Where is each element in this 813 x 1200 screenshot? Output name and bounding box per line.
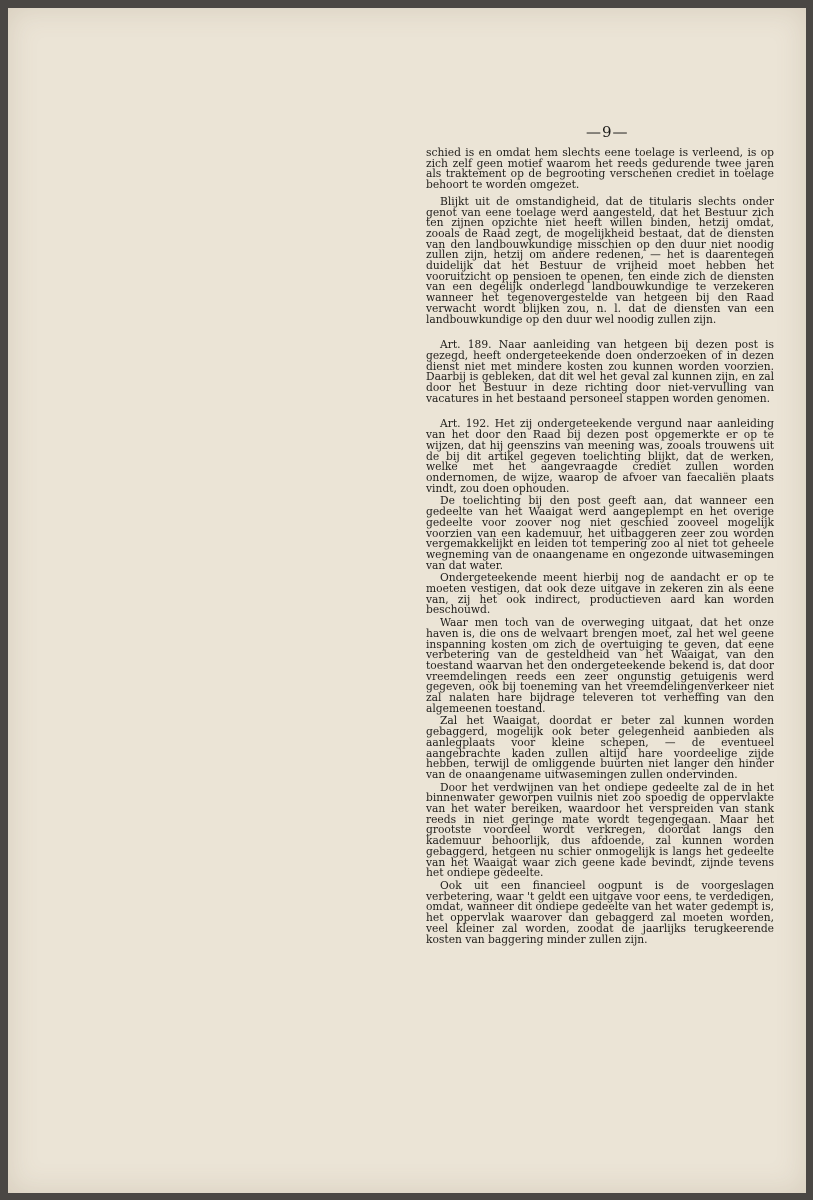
paragraph-haven: Waar men toch van de overweging uitgaat, dat het onze haven is, die ons de welvaart brengen moet, zal het wel geene inspanning kosten om zich de overtuiging te geven, dat eene verbetering van de gesteldheid van het Waaigat, van den toestand waarvan het den ondergeteekende bekend is, dat door vreemdelingen reeds een zeer ongunstig getuigenis werd gegeven, ook bij toeneming van het vreemdelingenverkeer niet zal nalaten hare bijdrage televeren tot verheffing van den algemeenen toestand.: [426, 616, 774, 715]
paragraph-art-189: Art. 189. Naar aanleiding van hetgeen bij dezen post is gezegd, heeft ondergeteekende doen onderzoeken of in dezen dienst niet met mindere kosten zou kunnen worden voorzien. Daarbij is gebleken, dat dit wel het geval zal kunnen zijn, en zal door het Bestuur in deze richting door niet-vervulling van vacatures in het bestaand personeel stappen worden genomen.: [426, 338, 774, 405]
text-column: [426, 148, 774, 945]
paragraph-toelichting: De toelichting bij den post geeft aan, dat wanneer een gedeelte van het Waaigat werd aangeplempt en het overige gedeelte voor zoover nog niet geschied zooveel mogelijk voorzien van een kademuur, het uitbaggeren zeer zou worden vergemakkelijkt en leiden tot tempering zoo al niet tot geheele wegneming van de onaangename en ongezonde uitwasemingen van dat water.: [426, 494, 774, 572]
paragraph-art-192: Art. 192. Het zij ondergeteekende vergund naar aanleiding van het door den Raad bij dezen post opgemerkte er op te wijzen, dat hij geenszins van meening was, zooals trouwens uit de bij dit artikel gegeven toelichting blijkt, dat de werken, welke met het aangevraagde crediet zullen worden ondernomen, de wijze, waarop de afvoer van faecaliën plaats vindt, zou doen ophouden.: [426, 417, 774, 495]
paragraph-financieel: Ook uit een financieel oogpunt is de voorgeslagen verbetering, waar 't geldt een uitgave voor eens, te verdedigen, omdat, wanneer dit ondiepe gedeelte van het water gedempt is, het oppervlak waarover dan gebaggerd zal moeten worden, veel kleiner zal worden, zoodat de jaarlijks terugkeerende kosten van baggering minder zullen zijn.: [426, 879, 774, 946]
paragraph-continuation: schied is en omdat hem slechts eene toelage is verleend, is op zich zelf geen motief waarom het reeds gedurende twee jaren als traktement op de begrooting verschenen crediet in toelage behoort te worden omgezet.: [426, 146, 774, 192]
paragraph-baggeren: Zal het Waaigat, doordat er beter zal kunnen worden gebaggerd, mogelijk ook beter gelegenheid aanbieden als aanlegplaats voor kleine schepen, — de eventueel aangebrachte kaden zullen altijd hare voordeelige zijde hebben, terwijl de omliggende buurten niet langer den hinder van de onaangename uitwasemingen zullen ondervinden.: [426, 714, 774, 781]
page-number: —9—: [586, 123, 629, 141]
paragraph-ondiepe: Door het verdwijnen van het ondiepe gedeelte zal de in het binnenwater geworpen vuilnis niet zoo spoedig de oppervlakte van het water bereiken, waardoor het verspreiden van stank reeds in niet geringe mate wordt tegengegaan. Maar het grootste voordeel wordt verkregen, doordat langs den kademuur behoorlijk, dus afdoende, zal kunnen worden gebaggerd, hetgeen nu schier onmogelijk is langs het gedeelte van het Waaigat waar zich geene kade bevindt, zijnde tevens het ondiepe gedeelte.: [426, 780, 774, 880]
paragraph-bestuur: Blijkt uit de omstandigheid, dat de titularis slechts onder genot van eene toelage werd aangesteld, dat het Bestuur zich ten zijnen opzichte niet heeft willen binden, hetzij omdat, zooals de Raad zegt, de mogelijkheid bestaat, dat de diensten van den landbouwkundige misschien op den duur niet noodig zullen zijn, hetzij om andere redenen, — het is daarentegen duidelijk dat het Bestuur de vrijheid moet hebben het vooruitzicht op pensioen te openen, ten einde zich de diensten van een degelijk onderlegd landbouwkundige te verzekeren wanneer het tegenovergestelde van hetgeen bij den Raad verwacht wordt blijken zou, n. l. dat de diensten van een landbouwkundige op den duur wel noodig zullen zijn.: [426, 194, 774, 326]
paragraph-aandacht: Ondergeteekende meent hierbij nog de aandacht er op te moeten vestigen, dat ook deze uitgave in zekeren zin als eene van, zij het ook indirect, productieven aard kan worden beschouwd.: [426, 571, 774, 617]
document-page: [8, 8, 806, 1193]
